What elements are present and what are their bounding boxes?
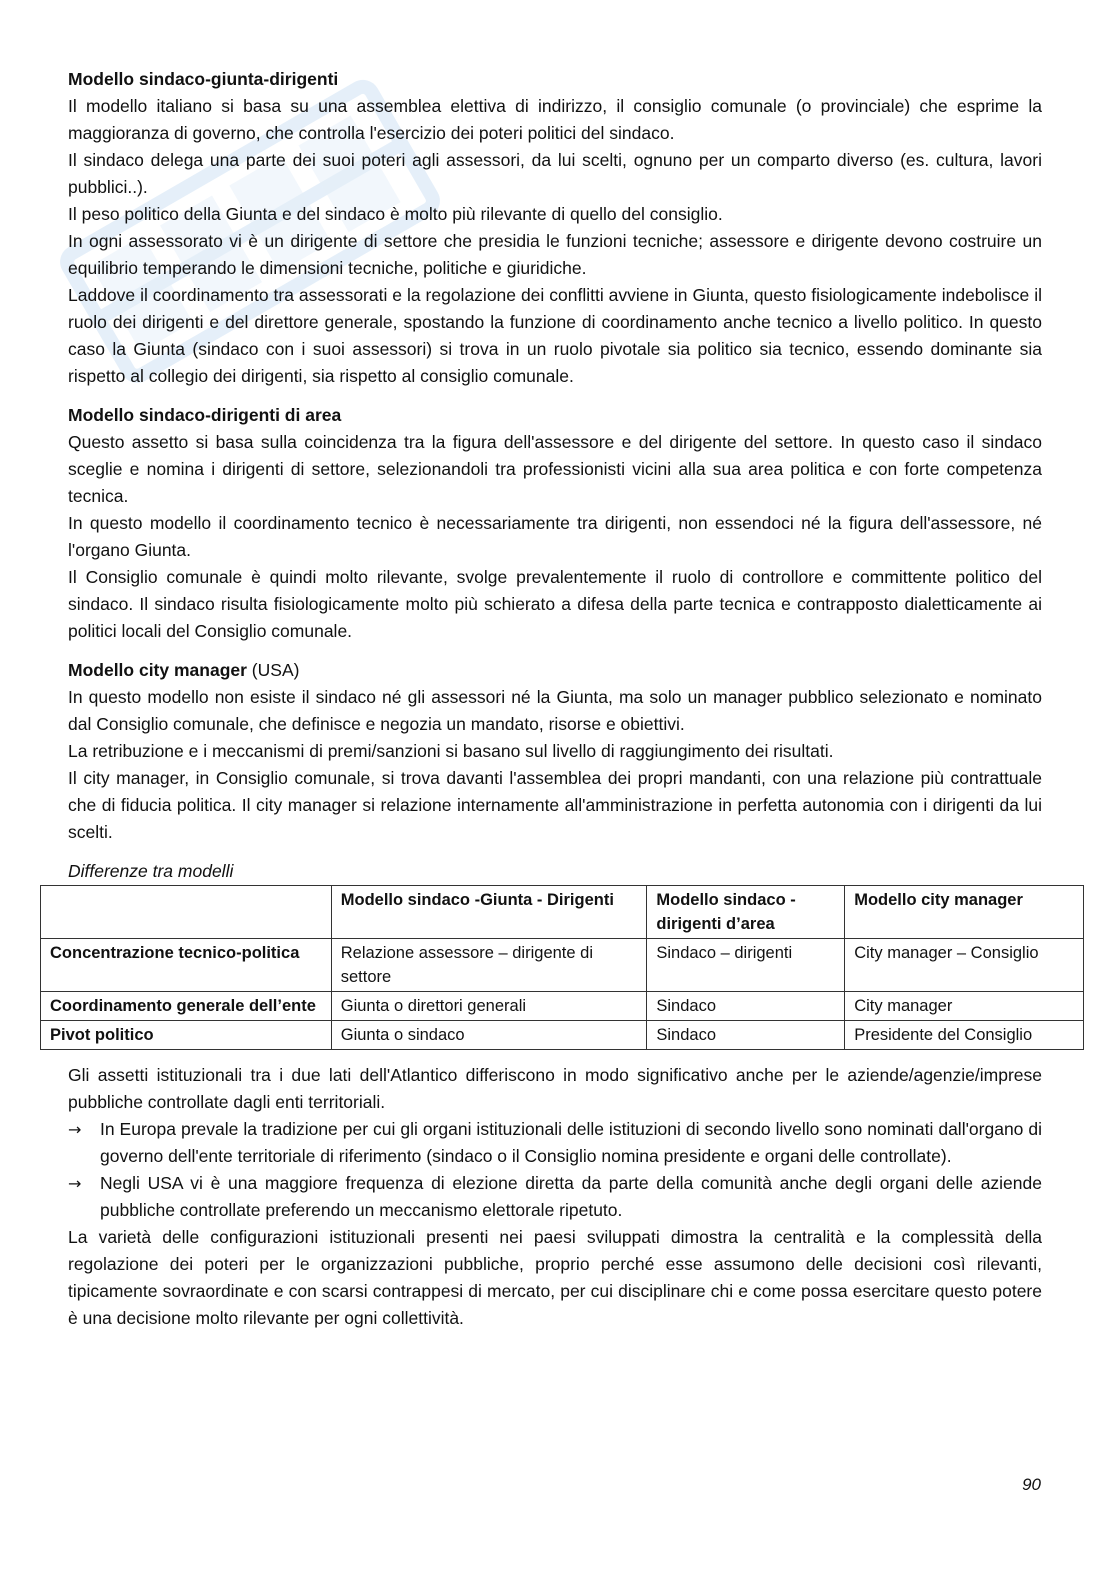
paragraph: Il modello italiano si basa su una assemblea elettiva di indirizzo, il consiglio comunale (o provinciale) che esprime la maggioranza di governo, che controlla l'esercizio dei poteri politici del sindaco. bbox=[68, 96, 1042, 143]
table-row-header: Coordinamento generale dell’ente bbox=[41, 992, 332, 1021]
table-header-row bbox=[41, 886, 1084, 939]
section-city-manager bbox=[68, 657, 1042, 846]
section-title: Modello sindaco-dirigenti di area bbox=[68, 405, 342, 425]
paragraph: Laddove il coordinamento tra assessorati e la regolazione dei conflitti avviene in Giunta, questo fisiologicamente indebolisce il ruolo dei dirigenti e del direttore generale, spostando la funzione di coordinamento anche tecnico a livello politico. In questo caso la Giunta (sindaco con i suoi assessori) si trova in un ruolo pivotale sia politico sia tecnico, essendo dominante sia rispetto al collegio dei dirigenti, sia rispetto al consiglio comunale. bbox=[68, 285, 1042, 386]
table-cell: Sindaco bbox=[647, 992, 845, 1021]
paragraph: In questo modello il coordinamento tecnico è necessariamente tra dirigenti, non essendoci né la figura dell'assessore, né l'organo Giunta. bbox=[68, 513, 1042, 560]
document-page bbox=[50, 66, 1042, 1332]
section-title: Modello sindaco-giunta-dirigenti bbox=[68, 69, 339, 89]
arrow-right-icon: → bbox=[68, 1120, 82, 1139]
table-cell: Giunta o direttori generali bbox=[331, 992, 647, 1021]
paragraph: Il city manager, in Consiglio comunale, si trova davanti l'assemblea dei propri mandanti, con una relazione più contrattuale che di fiducia politica. Il city manager si relazione internamente all'amministrazione in perfetta autonomia con i dirigenti da lui scelti. bbox=[68, 768, 1042, 842]
section-title-suffix: (USA) bbox=[246, 660, 300, 680]
paragraph: Il Consiglio comunale è quindi molto rilevante, svolge prevalentemente il ruolo di controllore e committente politico del sindaco. Il sindaco risulta fisiologicamente molto più schierato a difesa della parte tecnica e contrapposto dialetticamente ai politici locali del Consiglio comunale. bbox=[68, 567, 1042, 641]
table-header-cell: Modello city manager bbox=[845, 886, 1084, 939]
table-cell: Giunta o sindaco bbox=[331, 1021, 647, 1050]
table-cell: Presidente del Consiglio bbox=[845, 1021, 1084, 1050]
table-header-cell: Modello sindaco -Giunta - Dirigenti bbox=[331, 886, 647, 939]
table-cell: City manager – Consiglio bbox=[845, 939, 1084, 992]
table-caption: Differenze tra modelli bbox=[68, 861, 234, 881]
paragraph: La varietà delle configurazioni istituzionali presenti nei paesi sviluppati dimostra la centralità e la complessità della regolazione dei poteri per le organizzazioni pubbliche, proprio perché esse assumono delle decisioni così rilevanti, tipicamente sovraordinate e con scarsi contrappesi di mercato, per cui disciplinare chi e come possa esercitare questo potere è una decisione molto rilevante per ogni collettività. bbox=[68, 1227, 1042, 1328]
table-row-header: Concentrazione tecnico-politica bbox=[41, 939, 332, 992]
table-row bbox=[41, 1021, 1084, 1050]
list-item-text: Negli USA vi è una maggiore frequenza di elezione diretta da parte della comunità anche degli organi delle aziende pubbliche controllate preferendo un meccanismo elettorale ripetuto. bbox=[100, 1173, 1042, 1220]
table-header-cell: Modello sindaco - dirigenti d’area bbox=[647, 886, 845, 939]
comparison-table bbox=[40, 885, 1084, 1050]
table-cell: Sindaco bbox=[647, 1021, 845, 1050]
paragraph: Il peso politico della Giunta e del sindaco è molto più rilevante di quello del consiglio. bbox=[68, 204, 723, 224]
table-cell: Sindaco – dirigenti bbox=[647, 939, 845, 992]
page-number: 90 bbox=[1022, 1475, 1041, 1494]
table-row-header: Pivot politico bbox=[41, 1021, 332, 1050]
arrow-right-icon: → bbox=[68, 1174, 82, 1193]
paragraph: In questo modello non esiste il sindaco né gli assessori né la Giunta, ma solo un manager pubblico selezionato e nominato dal Consiglio comunale, che definisce e negozia un mandato, risorse e obiettivi. bbox=[68, 687, 1042, 734]
section-sindaco-dirigenti-area bbox=[68, 402, 1042, 645]
table-row bbox=[41, 992, 1084, 1021]
table-cell: Relazione assessore – dirigente di settore bbox=[331, 939, 647, 992]
closing-section bbox=[68, 1062, 1042, 1332]
paragraph: Gli assetti istituzionali tra i due lati dell'Atlantico differiscono in modo significativo anche per le aziende/agenzie/imprese pubbliche controllate dagli enti territoriali. bbox=[68, 1065, 1042, 1112]
table-row bbox=[41, 939, 1084, 992]
arrow-list-item bbox=[68, 1170, 1042, 1224]
section-title bbox=[68, 657, 1042, 684]
section-sindaco-giunta-dirigenti bbox=[68, 66, 1042, 390]
list-item-text: In Europa prevale la tradizione per cui gli organi istituzionali delle istituzioni di secondo livello sono nominati dall'organo di governo dell'ente territoriale di riferimento (sindaco o il Consiglio nomina presidente e organi delle controllate). bbox=[100, 1119, 1042, 1166]
table-cell: City manager bbox=[845, 992, 1084, 1021]
section-title-text: Modello city manager bbox=[68, 660, 247, 680]
table-header-cell bbox=[41, 886, 332, 939]
arrow-list-item bbox=[68, 1116, 1042, 1170]
paragraph: Il sindaco delega una parte dei suoi poteri agli assessori, da lui scelti, ognuno per un comparto diverso (es. cultura, lavori pubblici..). bbox=[68, 150, 1042, 197]
paragraph: La retribuzione e i meccanismi di premi/sanzioni si basano sul livello di raggiungimento dei risultati. bbox=[68, 741, 834, 761]
paragraph: In ogni assessorato vi è un dirigente di settore che presidia le funzioni tecniche; assessore e dirigente devono costruire un equilibrio temperando le dimensioni tecniche, politiche e giuridiche. bbox=[68, 231, 1042, 278]
paragraph: Questo assetto si basa sulla coincidenza tra la figura dell'assessore e del dirigente del settore. In questo caso il sindaco sceglie e nomina i dirigenti di settore, selezionandoli tra professionisti vicini alla sua area politica e con forte competenza tecnica. bbox=[68, 432, 1042, 506]
